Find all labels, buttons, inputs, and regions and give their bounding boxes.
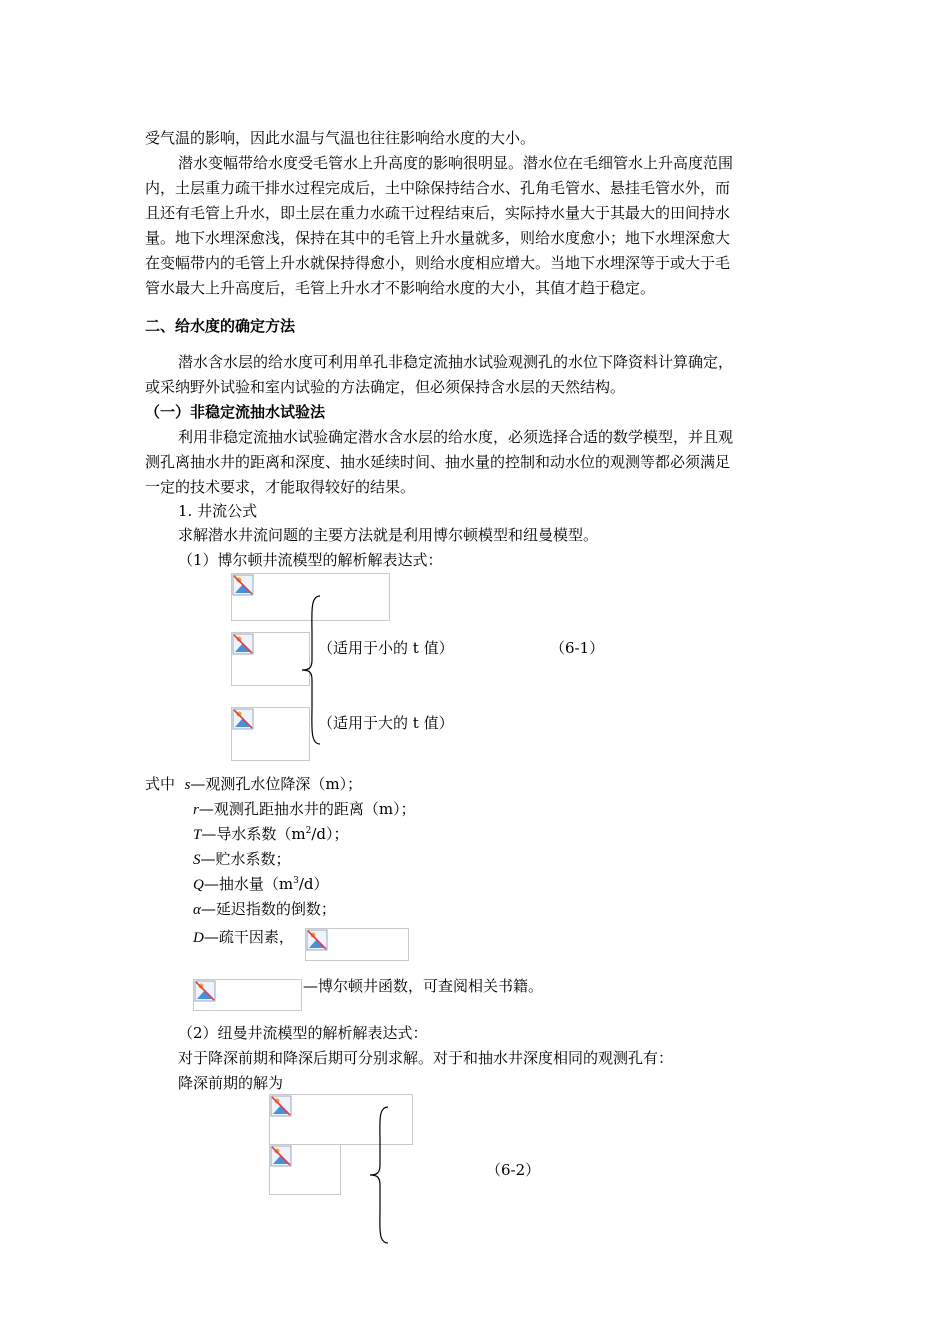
list-item-heading: 1. 井流公式 xyxy=(178,502,258,520)
formula-image xyxy=(269,1094,413,1145)
superscript: 2 xyxy=(305,826,312,836)
definition-text: /d）； xyxy=(311,825,349,843)
symbol: r xyxy=(193,802,199,818)
definition-text: /d） xyxy=(298,875,329,893)
paragraph-line: 受气温的影响，因此水温与气温也往往影响给水度的大小。 xyxy=(145,129,536,147)
paragraph-line: 管水最大上升高度后，毛管上升水才不影响给水度的大小，其值才趋于稳定。 xyxy=(145,279,656,297)
equation-number: （6-2） xyxy=(486,1161,541,1179)
broken-image-icon xyxy=(232,633,254,655)
paragraph-line: 且还有毛管上升水，即土层在重力水疏干过程结束后，实际持水量大于其最大的田间持水 xyxy=(145,204,731,222)
paragraph-line: 对于降深前期和降深后期可分别求解。对于和抽水井深度相同的观测孔有： xyxy=(178,1049,674,1067)
equation-number: （6-1） xyxy=(550,639,605,657)
definition-text: —抽水量（m xyxy=(203,875,294,893)
paragraph-line: 或采纳野外试验和室内试验的方法确定，但必须保持含水层的天然结构。 xyxy=(145,378,626,396)
definition-line xyxy=(145,774,362,795)
definition-line xyxy=(193,824,348,845)
definition-text: —延迟指数的倒数； xyxy=(200,900,336,918)
formula-image xyxy=(231,632,310,686)
model-title: （1）博尔顿井流模型的解析解表达式： xyxy=(178,551,443,569)
definition-text: —贮水系数； xyxy=(200,850,291,868)
definition-line xyxy=(193,799,416,820)
symbol: D xyxy=(193,930,204,946)
paragraph-line: 求解潜水井流问题的主要方法就是利用博尔顿模型和纽曼模型。 xyxy=(178,526,599,544)
paragraph-line: 量。地下水埋深愈浅，保持在其中的毛管上升水量就多，则给水度愈小；地下水埋深愈大 xyxy=(145,229,731,247)
paragraph-line: 潜水含水层的给水度可利用单孔非稳定流抽水试验观测孔的水位下降资料计算确定， xyxy=(178,353,734,371)
broken-image-icon xyxy=(270,1095,292,1117)
symbol: S xyxy=(193,852,201,868)
definition-text: —观测孔水位降深（m）； xyxy=(190,775,363,793)
definition-line xyxy=(193,899,336,920)
paragraph-line: 利用非稳定流抽水试验确定潜水含水层的给水度，必须选择合适的数学模型，并且观 xyxy=(178,428,734,446)
symbol: α xyxy=(193,902,201,918)
definition-text: —导水系数（m xyxy=(201,825,306,843)
broken-image-icon xyxy=(270,1145,292,1167)
where-prefix: 式中 xyxy=(145,775,176,793)
formula-image xyxy=(269,1144,341,1195)
paragraph-line: 在变幅带内的毛管上升水就保持得愈小，则给水度相应增大。当地下水埋深等于或大于毛 xyxy=(145,254,731,272)
formula-image xyxy=(305,928,409,961)
definition-line xyxy=(193,849,291,870)
symbol: T xyxy=(193,827,202,843)
definition-text: —疏干因素， xyxy=(203,928,294,946)
broken-image-icon xyxy=(194,980,216,1002)
superscript: 3 xyxy=(293,876,299,886)
definition-line xyxy=(193,874,328,895)
section-heading: 二、给水度的确定方法 xyxy=(145,317,296,335)
condition-label: （适用于大的 t 值） xyxy=(318,714,454,732)
formula-image xyxy=(193,979,302,1011)
symbol: Q xyxy=(193,877,204,893)
paragraph-line: 内，土层重力疏干排水过程完成后，土中除保持结合水、孔角毛管水、悬挂毛管水外，而 xyxy=(145,179,731,197)
symbol: s xyxy=(184,777,191,793)
definition-text: —观测孔距抽水井的距离（m）； xyxy=(198,800,416,818)
brace-icon xyxy=(368,1105,390,1245)
condition-label: （适用于小的 t 值） xyxy=(318,639,454,657)
broken-image-icon xyxy=(306,929,328,951)
subsection-heading: （一）非稳定流抽水试验法 xyxy=(145,403,326,421)
formula-image xyxy=(231,707,310,761)
definition-text: —博尔顿井函数，可查阅相关书籍。 xyxy=(303,977,544,995)
paragraph-line: 潜水变幅带给水度受毛管水上升高度的影响很明显。潜水位在毛细管水上升高度范围 xyxy=(178,154,734,172)
broken-image-icon xyxy=(232,708,254,730)
model-title: （2）纽曼井流模型的解析解表达式： xyxy=(178,1024,428,1042)
paragraph-line: 一定的技术要求，才能取得较好的结果。 xyxy=(145,478,416,496)
broken-image-icon xyxy=(232,574,254,596)
paragraph-line: 降深前期的解为 xyxy=(178,1074,284,1092)
definition-line xyxy=(193,927,294,948)
paragraph-line: 测孔离抽水井的距离和深度、抽水延续时间、抽水量的控制和动水位的观测等都必须满足 xyxy=(145,453,731,471)
